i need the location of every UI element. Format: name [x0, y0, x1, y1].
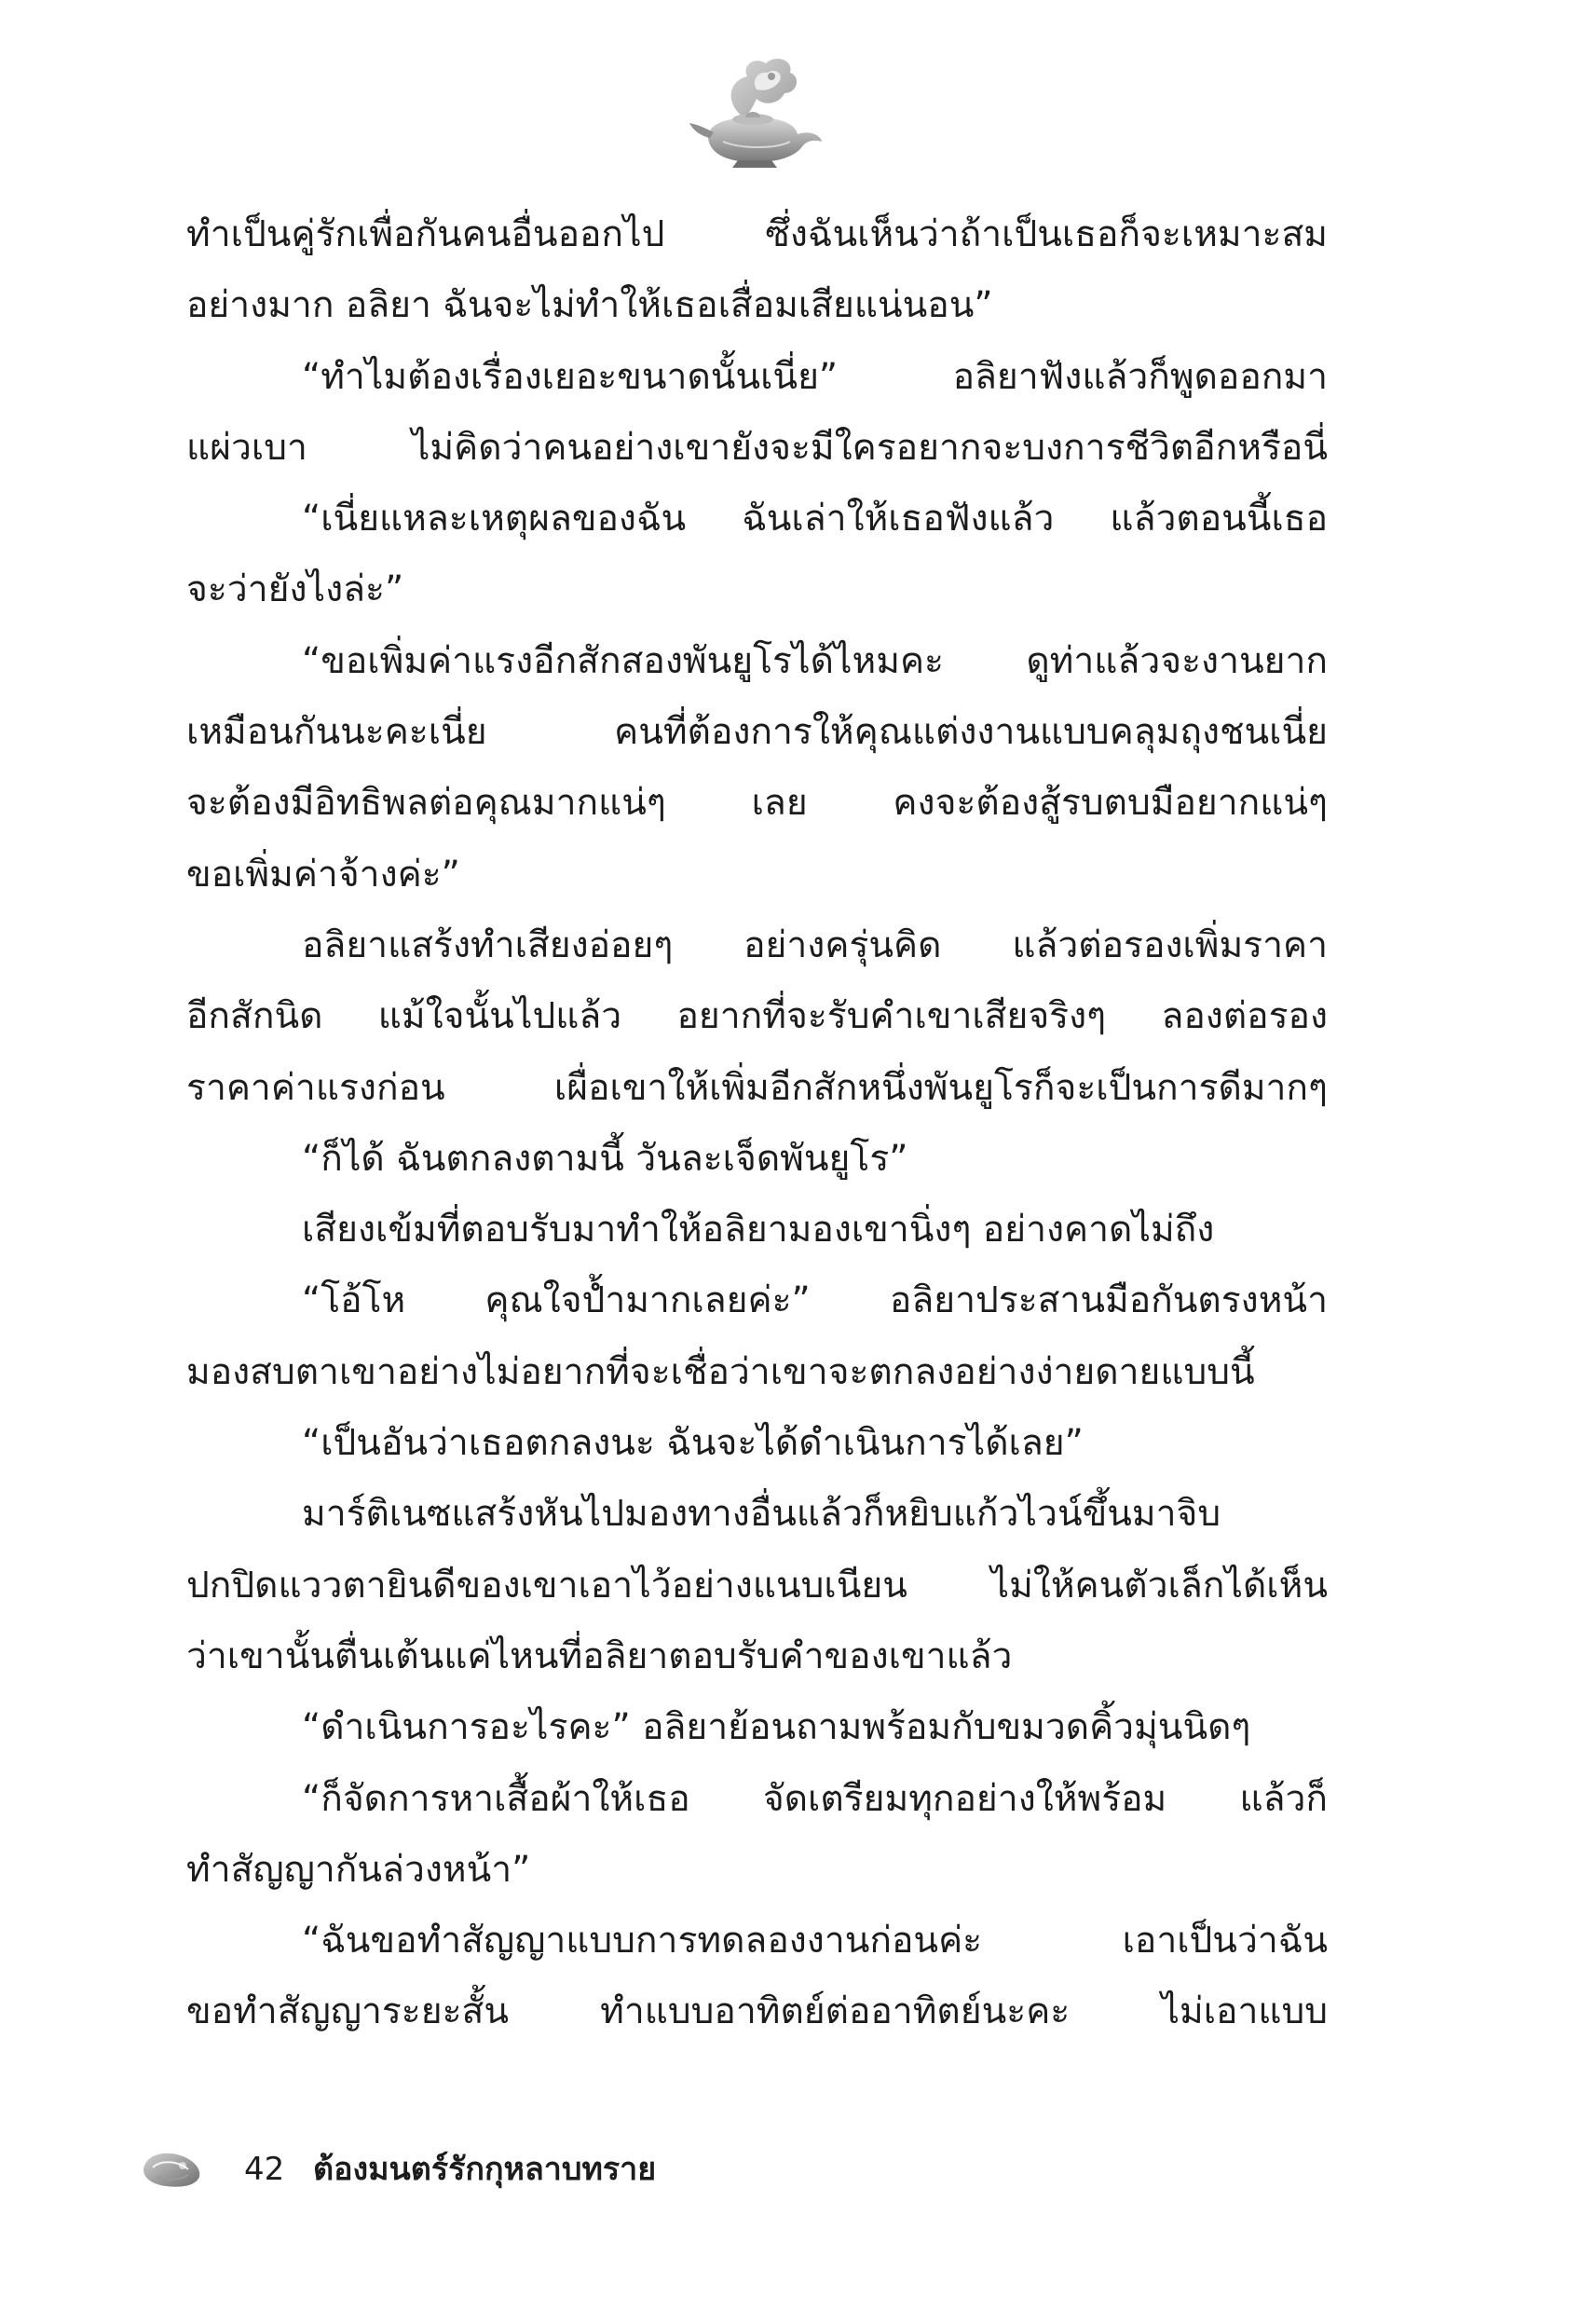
text-line: จะต้องมีอิทธิพลต่อคุณมากแน่ๆ เลย คงจะต้องสู้รบตบมือยากแน่ๆ: [186, 782, 1328, 825]
text-line: อลิยาแสร้งทำเสียงอ่อยๆ อย่างครุ่นคิด แล้วต่อรองเพิ่มราคา: [302, 923, 1328, 966]
body-text: [186, 199, 1328, 2048]
book-title: ต้องมนตร์รักกุหลาบทราย: [313, 2151, 657, 2188]
text-line: มาร์ติเนซแสร้งหันไปมองทางอื่นแล้วก็หยิบแก้วไวน์ขึ้นมาจิบ: [302, 1493, 1221, 1536]
text-line: ทำเป็นคู่รักเพื่อกันคนอื่นออกไป ซึ่งฉันเห็นว่าถ้าเป็นเธอก็จะเหมาะสม: [186, 213, 1328, 255]
text-line: ทำสัญญากันล่วงหน้า”: [186, 1848, 531, 1891]
text-line: “ดำเนินการอะไรคะ” อลิยาย้อนถามพร้อมกับขมวดคิ้วมุ่นนิดๆ: [302, 1706, 1251, 1749]
text-line: “เป็นอันว่าเธอตกลงนะ ฉันจะได้ดำเนินการได้เลย”: [302, 1422, 1084, 1465]
text-line: เหมือนกันนะคะเนี่ย คนที่ต้องการให้คุณแต่งงานแบบคลุมถุงชนเนี่ย: [186, 711, 1328, 754]
page-footer: [140, 2149, 885, 2205]
text-line: จะว่ายังไงล่ะ”: [186, 568, 404, 611]
text-line: ว่าเขานั้นตื่นเต้นแค่ไหนที่อลิยาตอบรับคำของเขาแล้ว: [186, 1634, 1013, 1677]
text-line: อย่างมาก อลิยา ฉันจะไม่ทำให้เธอเสื่อมเสียแน่นอน”: [186, 284, 993, 327]
text-line: “โอ้โห คุณใจป้ำมากเลยค่ะ” อลิยาประสานมือกันตรงหน้า: [302, 1279, 1328, 1322]
text-line: “ขอเพิ่มค่าแรงอีกสักสองพันยูโรได้ไหมคะ ดูท่าแล้วจะงานยาก: [302, 639, 1328, 682]
text-line: “ก็ได้ ฉันตกลงตามนี้ วันละเจ็ดพันยูโร”: [302, 1137, 908, 1180]
text-line: ราคาค่าแรงก่อน เผื่อเขาให้เพิ่มอีกสักหนึ่งพันยูโรก็จะเป็นการดีมากๆ: [186, 1066, 1328, 1109]
text-line: “ก็จัดการหาเสื้อผ้าให้เธอ จัดเตรียมทุกอย่างให้พร้อม แล้วก็: [302, 1777, 1328, 1820]
ornament-icon: [140, 2149, 203, 2190]
text-line: ขอทำสัญญาระยะสั้น ทำแบบอาทิตย์ต่ออาทิตย์นะคะ ไม่เอาแบบ: [186, 1990, 1328, 2033]
genie-lamp-icon: [686, 52, 825, 169]
text-line: ขอเพิ่มค่าจ้างค่ะ”: [186, 853, 460, 896]
text-line: เสียงเข้มที่ตอบรับมาทำให้อลิยามองเขานิ่งๆ อย่างคาดไม่ถึง: [302, 1209, 1215, 1251]
text-line: มองสบตาเขาอย่างไม่อยากที่จะเชื่อว่าเขาจะตกลงอย่างง่ายดายแบบนี้: [186, 1350, 1255, 1393]
text-line: ปกปิดแววตายินดีของเขาเอาไว้อย่างแนบเนียน ไม่ให้คนตัวเล็กได้เห็น: [186, 1564, 1328, 1607]
text-line: “เนี่ยแหละเหตุผลของฉัน ฉันเล่าให้เธอฟังแล้ว แล้วตอนนี้เธอ: [302, 498, 1328, 540]
text-line: “ทำไมต้องเรื่องเยอะขนาดนั้นเนี่ย” อลิยาฟังแล้วก็พูดออกมา: [302, 355, 1328, 398]
page-number: 42: [244, 2151, 285, 2188]
text-line: อีกสักนิด แม้ใจนั้นไปแล้ว อยากที่จะรับคำเขาเสียจริงๆ ลองต่อรอง: [186, 995, 1328, 1038]
text-line: แผ่วเบา ไม่คิดว่าคนอย่างเขายังจะมีใครอยากจะบงการชีวิตอีกหรือนี่: [186, 426, 1328, 469]
text-line: “ฉันขอทำสัญญาแบบการทดลองงานก่อนค่ะ เอาเป็นว่าฉัน: [302, 1920, 1328, 1962]
